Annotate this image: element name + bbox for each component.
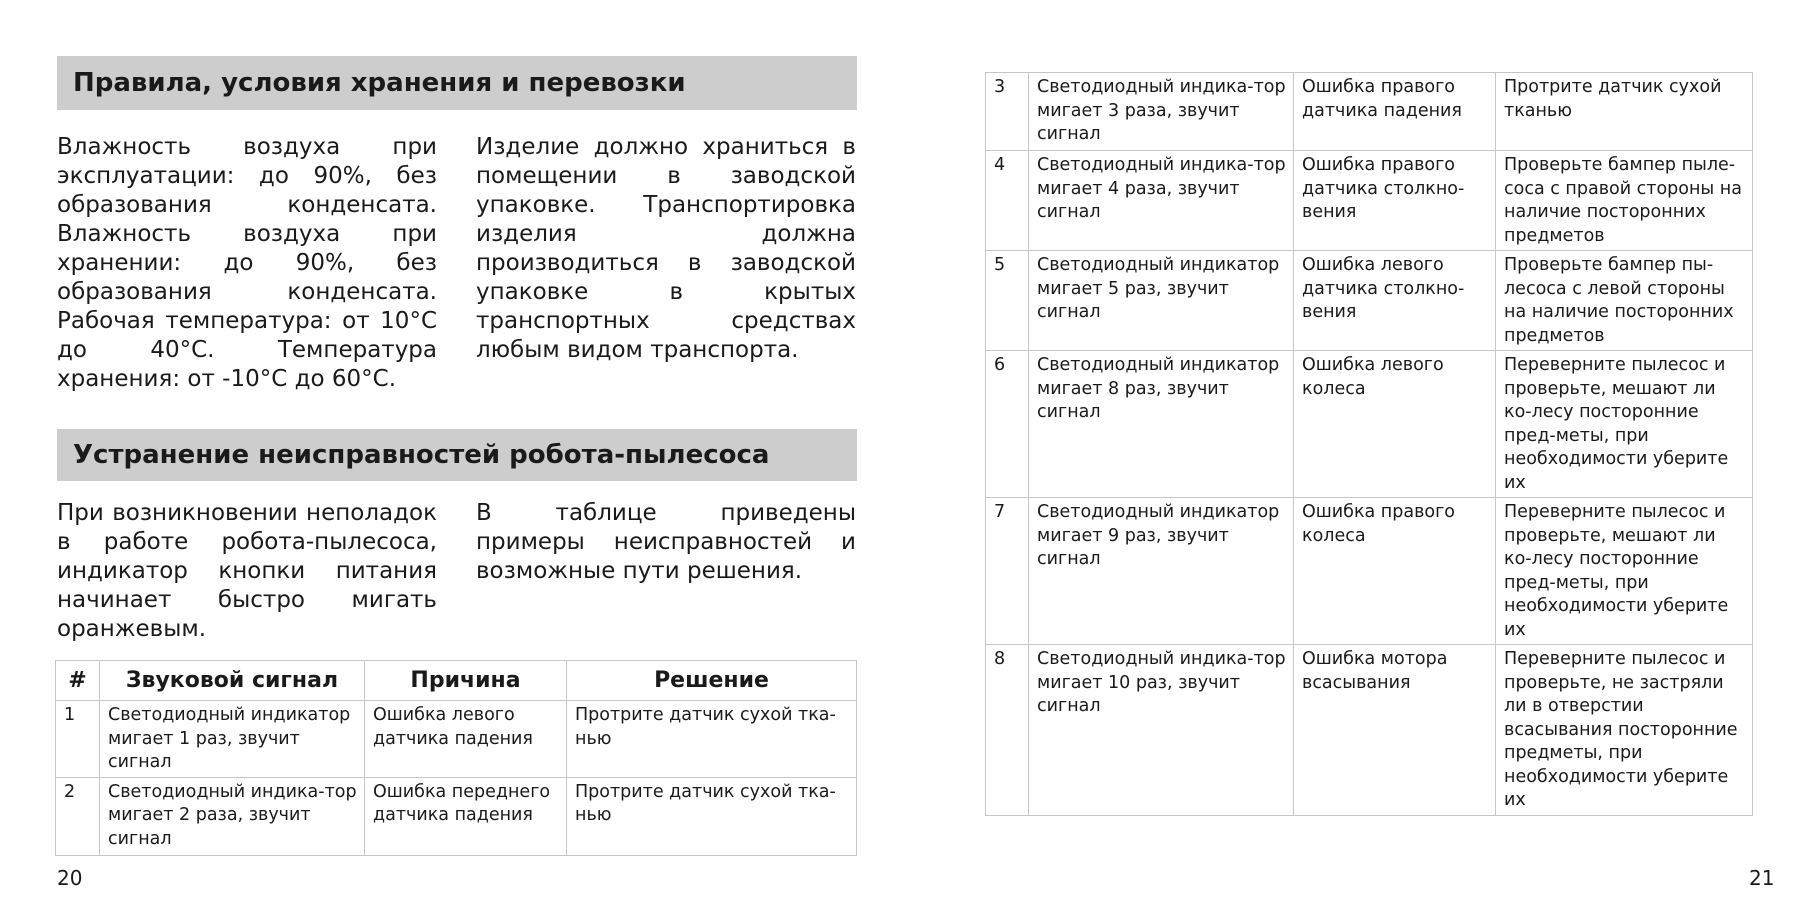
cell-cause: Ошибка левого датчика столкно-вения <box>1294 251 1496 351</box>
troubleshooting-text-col2: В таблице приведены примеры неисправностей и возможные пути решения. <box>476 500 856 584</box>
storage-text-col2: Изделие должно храниться в помещении в заводской упаковке. Транспортировка изделия должна производиться в заводской упаковке в крытых транспортных средствах любым видом транспорта. <box>476 134 856 363</box>
cell-signal: Светодиодный индикатор мигает 8 раз, звучит сигнал <box>1029 351 1294 498</box>
cell-cause: Ошибка правого колеса <box>1294 498 1496 645</box>
cell-num: 1 <box>56 701 100 778</box>
cell-signal: Светодиодный индика-тор мигает 2 раза, звучит сигнал <box>100 777 365 855</box>
cell-solution: Протрите датчик сухой тка-нью <box>567 777 857 855</box>
cell-solution: Протрите датчик сухой тканью <box>1496 73 1753 151</box>
cell-signal: Светодиодный индика-тор мигает 10 раз, звучит сигнал <box>1029 645 1294 816</box>
cell-cause: Ошибка левого колеса <box>1294 351 1496 498</box>
page-number-left: 20 <box>57 866 83 890</box>
section-title-storage <box>57 56 857 110</box>
cell-signal: Светодиодный индикатор мигает 9 раз, звучит сигнал <box>1029 498 1294 645</box>
cell-solution: Переверните пылесос и проверьте, не застряли ли в отверстии всасывания посторонние предметы, при необходимости уберите их <box>1496 645 1753 816</box>
section-title-troubleshooting-text: Устранение неисправностей робота-пылесоса <box>73 440 770 470</box>
header-solution: Решение <box>567 661 857 701</box>
cell-signal: Светодиодный индикатор мигает 5 раз, звучит сигнал <box>1029 251 1294 351</box>
header-signal: Звуковой сигнал <box>100 661 365 701</box>
cell-num: 5 <box>986 251 1029 351</box>
cell-num: 6 <box>986 351 1029 498</box>
cell-num: 2 <box>56 777 100 855</box>
section-title-storage-text: Правила, условия хранения и перевозки <box>73 68 686 98</box>
table-row <box>56 777 857 855</box>
cell-num: 7 <box>986 498 1029 645</box>
cell-signal: Светодиодный индикатор мигает 1 раз, звучит сигнал <box>100 701 365 778</box>
table-row <box>986 73 1753 151</box>
cell-cause: Ошибка левого датчика падения <box>365 701 567 778</box>
table-row <box>986 151 1753 251</box>
table-row <box>986 351 1753 498</box>
storage-text-col1: Влажность воздуха при эксплуатации: до 90%, без образования конденсата. Влажность воздуха при хранении: до 90%, без образования конденсата. Рабочая температура: от 10°С до 40°С. Температура хранения: от -10°С до 60°С. <box>57 134 437 392</box>
cell-cause: Ошибка правого датчика падения <box>1294 73 1496 151</box>
table-row <box>986 645 1753 816</box>
troubleshooting-text-col1: При возникновении неполадок в работе робота-пылесоса, индикатор кнопки питания начинает быстро мигать оранжевым. <box>57 500 437 642</box>
cell-solution: Протрите датчик сухой тка-нью <box>567 701 857 778</box>
troubleshooting-table-right <box>985 72 1753 816</box>
cell-num: 8 <box>986 645 1029 816</box>
right-page <box>907 0 1814 907</box>
cell-num: 4 <box>986 151 1029 251</box>
cell-cause: Ошибка правого датчика столкно-вения <box>1294 151 1496 251</box>
table-header-row <box>56 661 857 701</box>
table-row <box>986 498 1753 645</box>
header-cause: Причина <box>365 661 567 701</box>
section-title-troubleshooting <box>57 429 857 481</box>
header-num: # <box>56 661 100 701</box>
cell-solution: Переверните пылесос и проверьте, мешают ли ко-лесу посторонние пред-меты, при необходимости уберите их <box>1496 498 1753 645</box>
cell-solution: Проверьте бампер пы-лесоса с левой стороны на наличие посторонних предметов <box>1496 251 1753 351</box>
table-row <box>986 251 1753 351</box>
cell-signal: Светодиодный индика-тор мигает 3 раза, звучит сигнал <box>1029 73 1294 151</box>
cell-cause: Ошибка мотора всасывания <box>1294 645 1496 816</box>
cell-signal: Светодиодный индика-тор мигает 4 раза, звучит сигнал <box>1029 151 1294 251</box>
troubleshooting-table-left <box>55 660 857 856</box>
cell-solution: Переверните пылесос и проверьте, мешают ли ко-лесу посторонние пред-меты, при необходимости уберите их <box>1496 351 1753 498</box>
cell-num: 3 <box>986 73 1029 151</box>
page-number-right: 21 <box>1749 866 1775 890</box>
cell-solution: Проверьте бампер пыле-соса с правой стороны на наличие посторонних предметов <box>1496 151 1753 251</box>
cell-cause: Ошибка переднего датчика падения <box>365 777 567 855</box>
table-row <box>56 701 857 778</box>
